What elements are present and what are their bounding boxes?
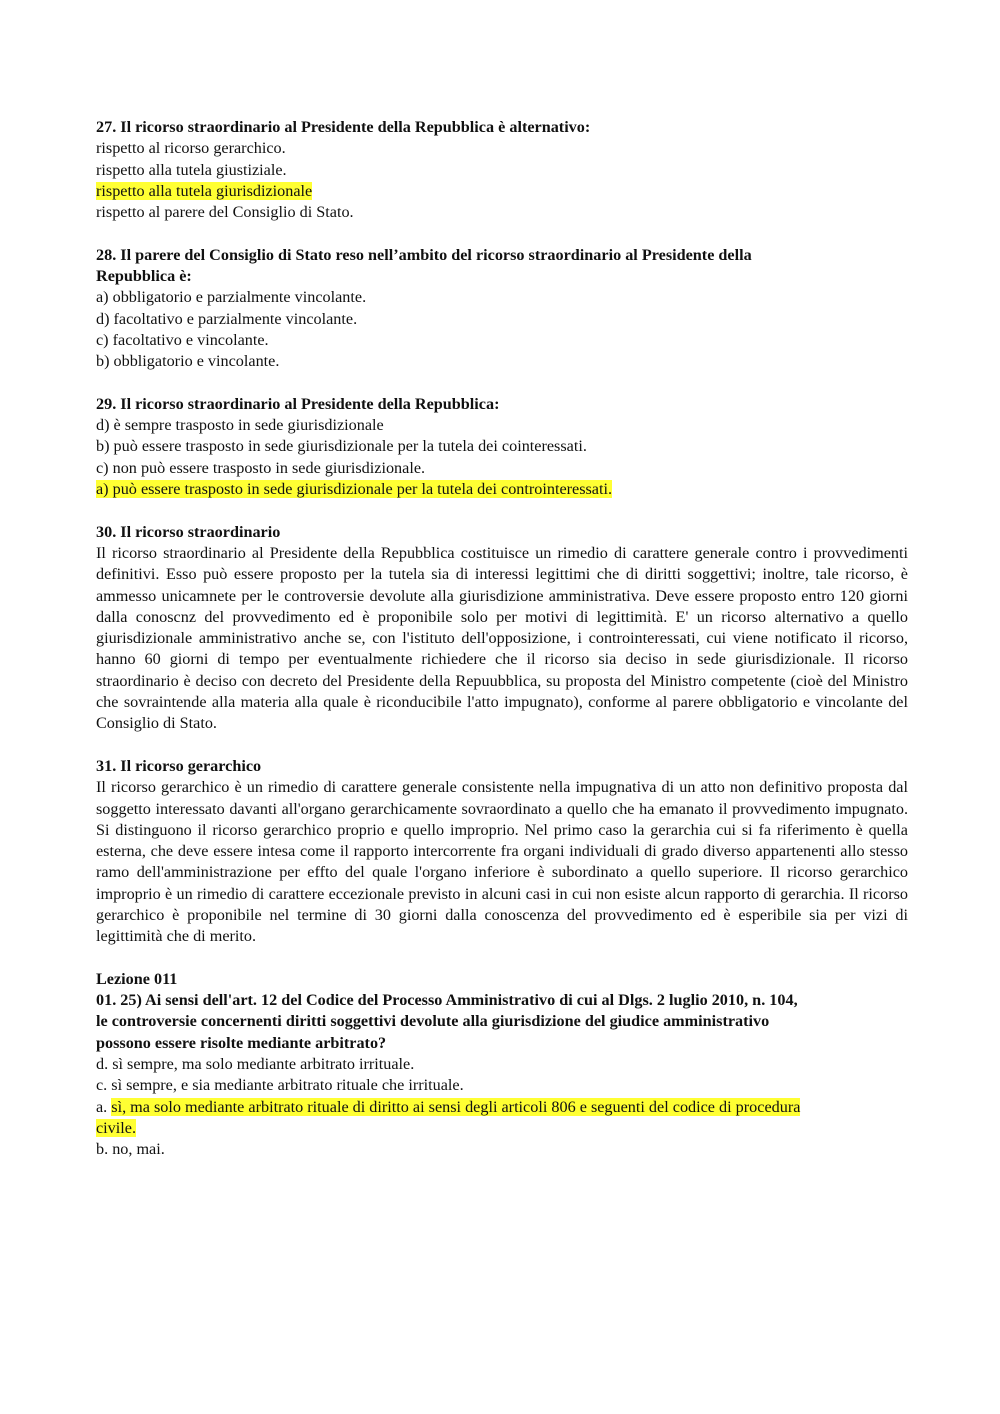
lesson-option-a-prefix: a. xyxy=(96,1097,112,1116)
question-27-option-4: rispetto al parere del Consiglio di Stato. xyxy=(96,203,354,222)
question-27 xyxy=(96,117,908,223)
section-30-paragraph: Il ricorso straordinario al Presidente della Repubblica costituisce un rimedio di carattere generale contro i provvedimenti definitivi. Esso può essere proposto per la tutela sia di interessi legittimi che di diritti soggettivi; inoltre, tale ricorso, è ammesso unicamnete per le controversie devolute alla giurisdizione amministrativa. Deve essere proposto entro 120 giorni dalla conoscnz del provvedimento ed è proponibile solo per motivi di legittimità. E' un ricorso alternativo a quello giurisdizionale amministrativo anche se, con l'istituto dell'opposizione, i controinteressati, cui viene notificato il ricorso, hanno 60 giorni di tempo per eventualmente richiedere che il ricorso sia deciso in sede giurisdizionale. Il ricorso straordinario è deciso con decreto del Presidente della Repuubblica, su proposta del Ministro competente (cioè del Ministro che sovraintende alla materia alla quale è riconducibile l'atto impugnato), conforme al parere obbligatorio e vincolante del Consiglio di Stato. xyxy=(96,543,908,733)
lesson-option-a-line-2-highlighted: civile. xyxy=(96,1118,137,1137)
lesson-option-a-line-1 xyxy=(96,1097,908,1118)
question-28-option-3: c) facoltativo e vincolante. xyxy=(96,330,269,349)
section-30-title: 30. Il ricorso straordinario xyxy=(96,522,281,541)
question-28-option-1: a) obbligatorio e parzialmente vincolante. xyxy=(96,288,367,307)
section-31 xyxy=(96,756,908,948)
question-28-title-line-2: Repubblica è: xyxy=(96,267,192,286)
question-29-title: 29. Il ricorso straordinario al Presidente della Repubblica: xyxy=(96,394,500,413)
question-27-option-1: rispetto al ricorso gerarchico. xyxy=(96,139,286,158)
question-28 xyxy=(96,245,908,373)
question-28-option-4: b) obbligatorio e vincolante. xyxy=(96,352,280,371)
lesson-option-a-highlighted: sì, ma solo mediante arbitrato rituale di diritto ai sensi degli articoli 806 e seguenti del codice di procedura xyxy=(111,1097,801,1116)
section-30 xyxy=(96,522,908,735)
section-31-title: 31. Il ricorso gerarchico xyxy=(96,756,262,775)
question-29-option-3: c) non può essere trasposto in sede giurisdizionale. xyxy=(96,458,426,477)
question-29-option-2: b) può essere trasposto in sede giurisdizionale per la tutela dei cointeressati. xyxy=(96,437,587,456)
question-27-option-2: rispetto alla tutela giustiziale. xyxy=(96,160,287,179)
question-28-title-line-1: 28. Il parere del Consiglio di Stato reso nell’ambito del ricorso straordinario al Presidente della xyxy=(96,245,752,264)
question-29-option-4-highlighted: a) può essere trasposto in sede giurisdizionale per la tutela dei controinteressati. xyxy=(96,480,613,499)
lesson-question-title-line-2: le controversie concernenti diritti soggettivi devolute alla giurisdizione del giudice amministrativo xyxy=(96,1012,770,1031)
lesson-option-b: b. no, mai. xyxy=(96,1140,165,1159)
lesson-question-title-line-1: 01. 25) Ai sensi dell'art. 12 del Codice del Processo Amministrativo di cui al Dlgs. 2 luglio 2010, n. 104, xyxy=(96,991,798,1010)
question-27-title: 27. Il ricorso straordinario al Presidente della Repubblica è alternativo: xyxy=(96,118,591,136)
lesson-title: Lezione 011 xyxy=(96,969,178,988)
lesson-option-d: d. sì sempre, ma solo mediante arbitrato irrituale. xyxy=(96,1055,415,1074)
lesson-option-c: c. sì sempre, e sia mediante arbitrato rituale che irrituale. xyxy=(96,1076,464,1095)
question-29-option-1: d) è sempre trasposto in sede giurisdizionale xyxy=(96,416,384,435)
question-29 xyxy=(96,394,908,500)
lesson-011 xyxy=(96,969,908,1161)
document-page xyxy=(96,117,908,1161)
lesson-question-title-line-3: possono essere risolte mediante arbitrato? xyxy=(96,1033,387,1052)
section-31-paragraph: Il ricorso gerarchico è un rimedio di carattere generale consistente nella impugnativa di un atto non definitivo proposta dal soggetto interessato davanti all'organo gerarchicamente sovraordinato a quello che ha emanato il provvedimento impugnato. Si distinguono il ricorso gerarchico proprio e quello improprio. Nel primo caso la gerarchia cui si fa riferimento è quella esterna, che deve essere intesa come il rapporto intercorrente fra organi individuali di grado diverso appartenenti allo stesso ramo dell'amministrazione per effto del quale l'organo inferiore è subordinato a quello superiore. Il ricorso gerarchico improprio è un rimedio di carattere eccezionale previsto in alcuni casi in cui non esiste alcun rapporto di gerarchia. Il ricorso gerarchico è proponibile nel termine di 30 giorni dalla conoscenza del provvedimento ed è esperibile sia per vizi di legittimità che di merito. xyxy=(96,778,908,946)
question-28-option-2: d) facoltativo e parzialmente vincolante. xyxy=(96,309,358,328)
question-27-option-3-highlighted: rispetto alla tutela giurisdizionale xyxy=(96,181,313,200)
